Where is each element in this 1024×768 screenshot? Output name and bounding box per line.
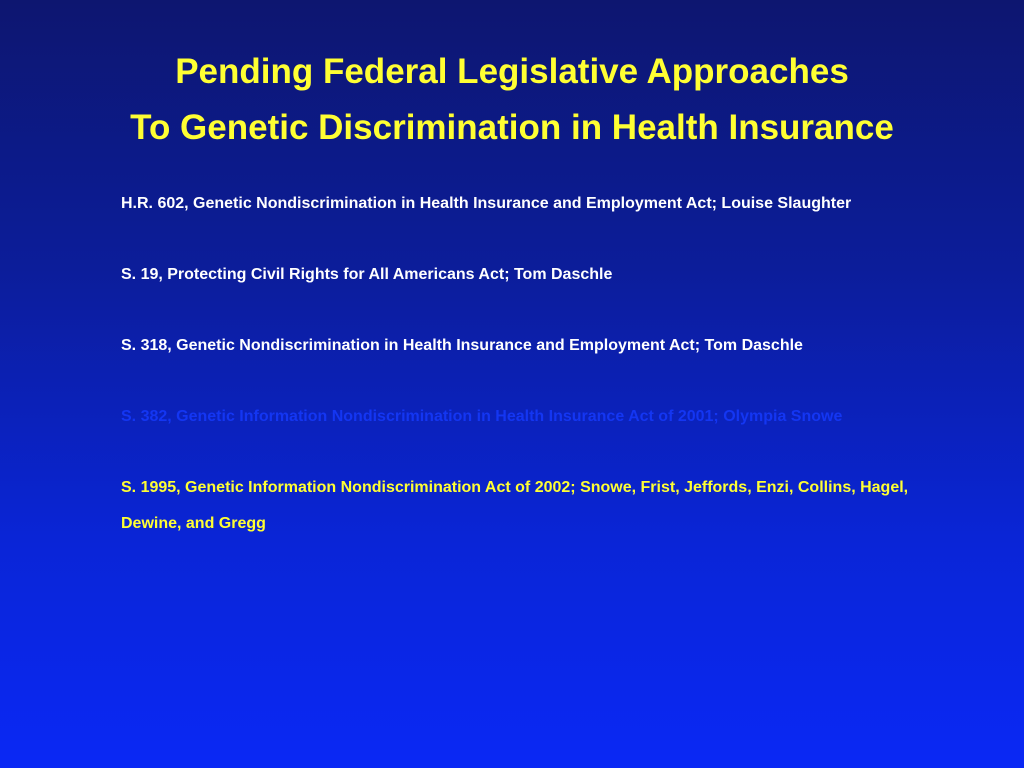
- list-item-s-382: S. 382, Genetic Information Nondiscrimination in Health Insurance Act of 2001; Olympia Snowe: [121, 408, 843, 425]
- list-item-s-1995: S. 1995, Genetic Information Nondiscrimination Act of 2002; Snowe, Frist, Jeffords, Enzi, Collins, Hagel, Dewine, and Gregg: [121, 479, 909, 532]
- slide-title-line-1: Pending Federal Legislative Approaches: [175, 52, 849, 91]
- list-item-s-19: S. 19, Protecting Civil Rights for All Americans Act; Tom Daschle: [121, 266, 613, 283]
- slide-title: [0, 44, 1024, 156]
- list-item-hr-602: H.R. 602, Genetic Nondiscrimination in Health Insurance and Employment Act; Louise Slaughter: [121, 195, 852, 212]
- slide-title-line-2: To Genetic Discrimination in Health Insurance: [130, 108, 894, 147]
- list-item-s-318: S. 318, Genetic Nondiscrimination in Health Insurance and Employment Act; Tom Daschle: [121, 337, 803, 354]
- legislation-list: [121, 186, 951, 577]
